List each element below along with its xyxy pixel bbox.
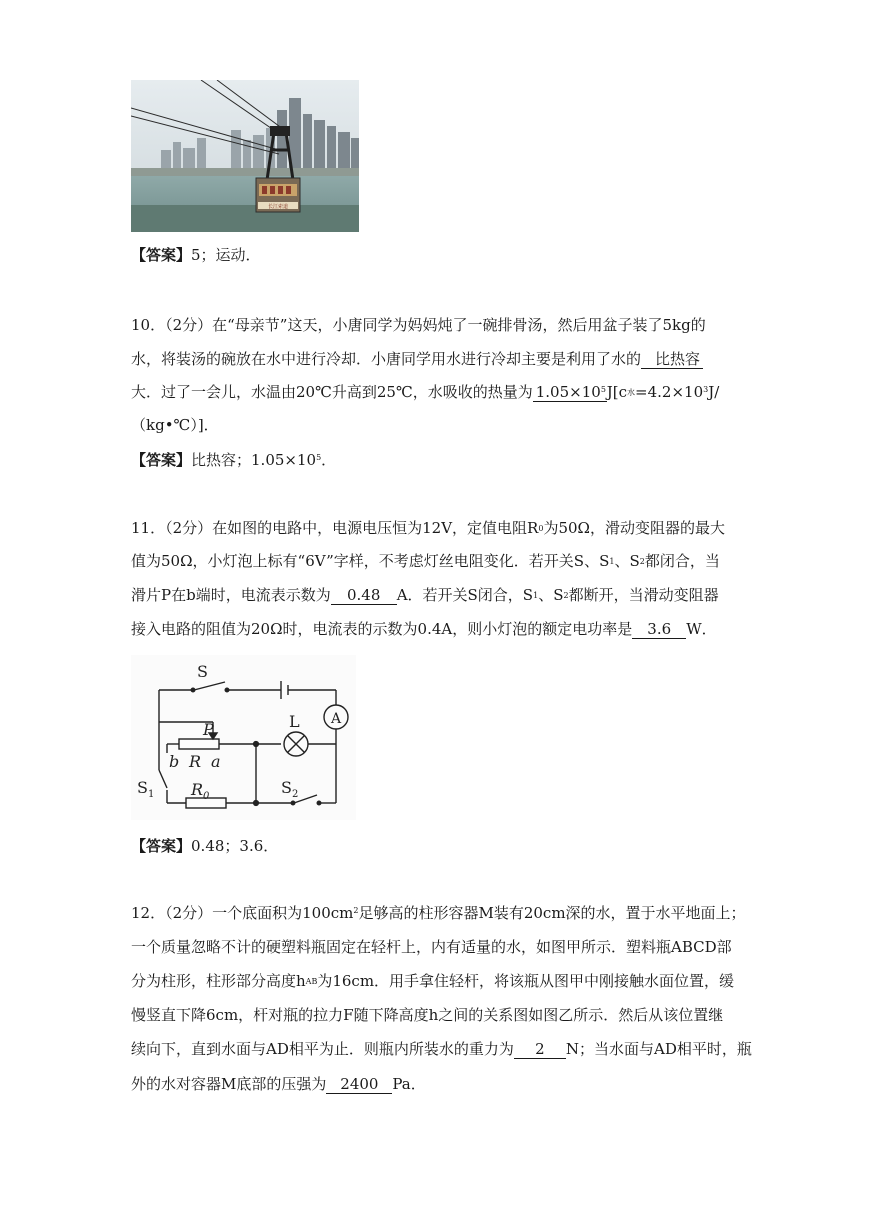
q11-blank-2: 3.6	[632, 620, 686, 639]
cabin-sign: 长江索道	[267, 204, 289, 210]
q12-line5: 续向下，直到水面与AD相平为止．则瓶内所装水的重力为 2 N；当水面与AD相平时，瓶	[131, 1040, 752, 1058]
q9-answer	[131, 245, 261, 265]
q11-blank-1: 0.48	[331, 586, 397, 605]
q11-line3: 滑片P在b端时，电流表示数为 0.48 A．若开关S闭合，$S_1$、$S_2$都断开，当滑动变阻器	[131, 586, 719, 604]
q10-line2: 水，将装汤的碗放在水中进行冷却．小唐同学用水进行冷却主要是利用了水的 比热容	[131, 349, 703, 369]
q11-line1: 11．（2分）在如图的电路中，电源电压恒为12V，定值电阻$R_0$为50Ω，滑动变阻器的最大	[131, 519, 725, 537]
q10-blank-2: $1.05\times 10^5$	[533, 383, 607, 402]
label-end-a: a	[211, 752, 221, 771]
q10-line3: 大．过了一会儿，水温由20℃升高到25℃，水吸收的热量为 $1.05\times 10^5J[c_水=4.2\times 10^3J/$	[131, 383, 720, 401]
label-lamp: L	[289, 712, 300, 731]
q12-line4: 慢竖直下降6cm，杆对瓶的拉力F随下降高度h之间的关系图如图乙所示．然后从该位置继	[131, 1006, 724, 1024]
cable-car-photo	[131, 80, 359, 232]
q12-line2: 一个质量忽略不计的硬塑料瓶固定在轻杆上，内有适量的水，如图甲所示．塑料瓶ABCD部	[131, 938, 732, 956]
q11-answer	[131, 836, 278, 856]
cable-car-illustration	[131, 80, 359, 232]
label-s2: $S_2$	[281, 778, 299, 800]
answer-label: 【答案】	[131, 246, 192, 264]
circuit-svg	[131, 655, 356, 820]
label-r0: $R_0$	[191, 780, 210, 802]
label-end-b: b	[169, 752, 180, 771]
q11-line2: 值为50Ω，小灯泡上标有“6V”字样，不考虑灯丝电阻变化．若开关S、$S_1$、$S_2$都闭合，当	[131, 552, 720, 570]
q12-blank-2: 2400	[326, 1075, 392, 1094]
q12-line3: 分为柱形，柱形部分高度$h_{AB}$为16cm．用手拿住轻杆，将该瓶从图甲中刚接触水面位置，缓	[131, 972, 735, 990]
answer-text: 0.48；3.6．	[191, 837, 279, 855]
answer-text: 比热容；1.05×10	[191, 451, 317, 469]
label-switch-s: S	[197, 662, 208, 681]
q10-answer: 【答案】比热容；$1.05\times 10^5$．	[131, 451, 337, 469]
answer-label: 【答案】	[131, 451, 192, 469]
q11-line4: 接入电路的阻值为20Ω时，电流表的示数为0.4A，则小灯泡的额定电功率是 3.6 W．	[131, 620, 717, 638]
q10-blank-1: 比热容	[641, 350, 703, 369]
answer-label: 【答案】	[131, 837, 192, 855]
label-rheostat: R	[189, 752, 202, 771]
q12-line1: 12．（2分）一个底面积为$100cm^2$足够高的柱形容器M装有20cm深的水，置于水平地面上；	[131, 904, 746, 922]
q10-line4: （kg•℃）]．	[131, 416, 219, 434]
label-slider-p: P	[203, 720, 214, 739]
q10-line1: 10．（2分）在“母亲节”这天，小唐同学为妈妈炖了一碗排骨汤，然后用盆子装了5kg的	[131, 316, 706, 334]
label-ammeter: A	[331, 711, 342, 727]
answer-text: 5；运动．	[191, 246, 261, 264]
label-s1: $S_1$	[137, 778, 155, 800]
q12-line6: 外的水对容器M底部的压强为 2400 Pa．	[131, 1075, 426, 1093]
q12-blank-1: 2	[514, 1040, 566, 1059]
circuit-diagram	[131, 655, 356, 820]
